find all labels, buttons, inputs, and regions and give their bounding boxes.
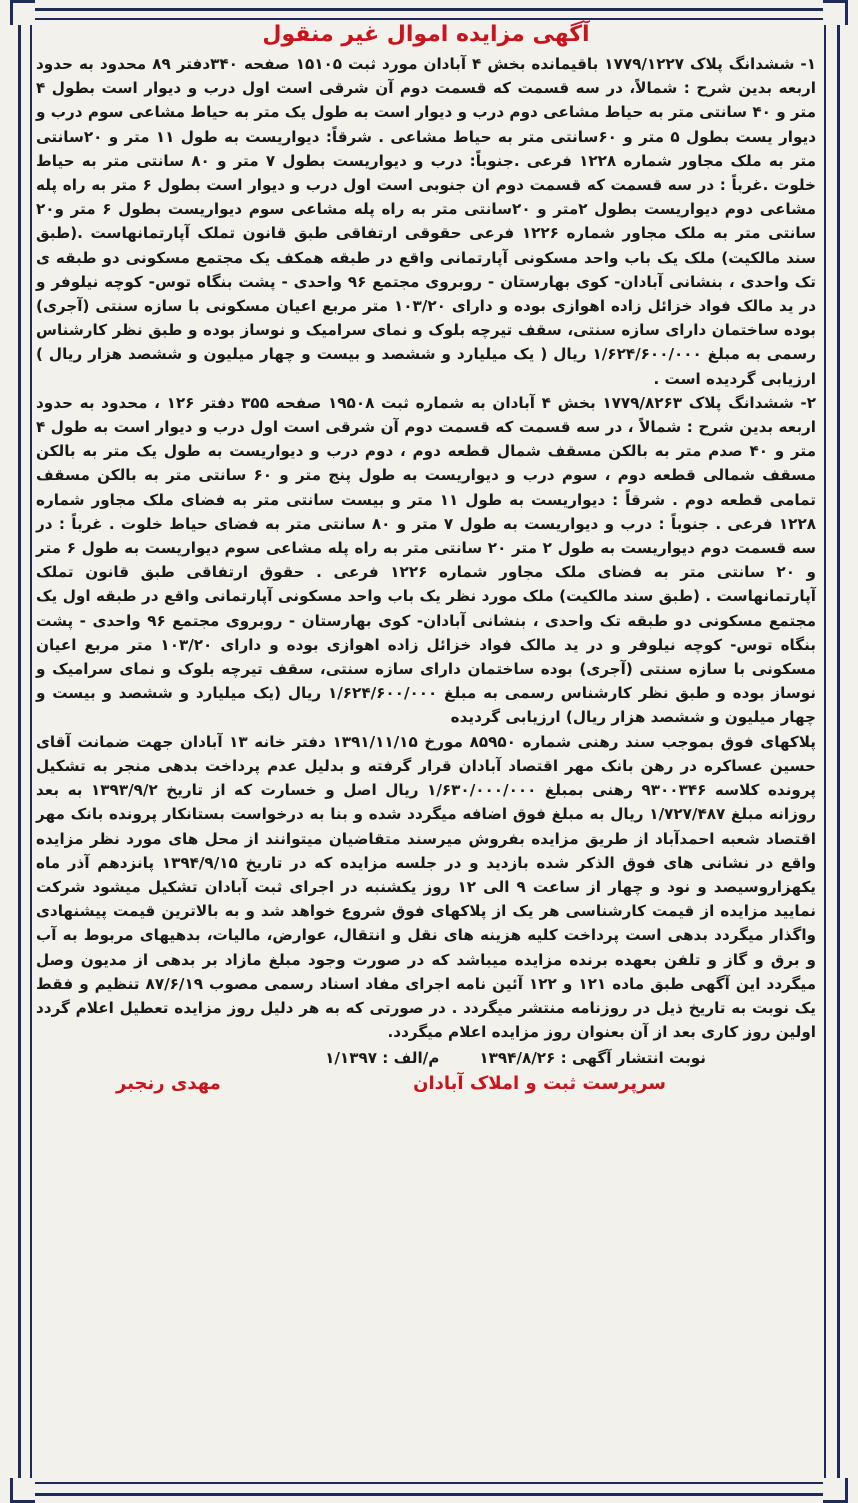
item-1-paragraph: ۱- ششدانگ پلاک ۱۷۷۹/۱۲۲۷ باقیمانده بخش ۴ آبادان مورد ثبت ۱۵۱۰۵ صفحه ۳۴۰دفتر ۸۹ محدود به حدود اربعه بدین شرح : شمالاً، در سه قسمت که قسمت دوم آن شرقی است اول درب و دیوار است بطول ۴ متر و ۴۰ سانتی متر به حیاط مشاعی دوم درب و دیوار است به طول یک متر به حیاط مشاعی سوم درب و دیوار یست بطول ۵ متر و ۶۰سانتی متر به حیاط مشاعی . شرقاً: دیواریست به طول ۱۱ متر و ۲۰سانتی متر به ملک مجاور شماره ۱۲۲۸ فرعی .جنوباً: درب و دیواریست بطول ۷ متر و ۸۰ سانتی متر به حیاط خلوت .غرباً : در سه قسمت که قسمت دوم ان جنوبی است اول درب و دیوار است بطول ۶ متر به راه پله مشاعی دوم دیواریست بطول ۲متر و ۲۰سانتی متر به راه پله مشاعی سوم دیواریست بطول ۶ متر و۲۰ سانتی متر به ملک مجاور شماره ۱۲۲۶ فرعی حقوقی ارتفاقی طبق قانون تملک آپارتمانهاست .(طبق سند مالکیت) ملک یک باب واحد مسکونی آپارتمانی واقع در طبقه همکف یک مجتمع مسکونی دو طبقه ی تک واحدی ، بنشانی آبادان- کوی بهارستان - روبروی مجتمع ۹۶ واحدی - پشت بنگاه توس- کوچه نیلوفر و در ید مالک فواد خزائل زاده اهوازی بوده و دارای ۱۰۳/۲۰ متر مربع اعیان مسکونی با سازه سنتی (آجری) بوده ساختمان دارای سازه سنتی، سقف تیرچه بلوک و نمای سرامیک و نوساز بوده و طبق نظر کارشناس رسمی به مبلغ ۱/۶۲۴/۶۰۰/۰۰۰ ریال ( یک میلیارد و ششصد و بیست و چهار میلیون و ششصد هزار ریال ) ارزیابی گردیده است . [36,55,816,388]
corner-ornament [10,0,35,25]
signer-name: مهدی رنجبر [116,1073,221,1095]
corner-ornament [823,1478,848,1503]
item-2-paragraph: ۲- ششدانگ پلاک ۱۷۷۹/۸۲۶۳ بخش ۴ آبادان به شماره ثبت ۱۹۵۰۸ صفحه ۳۵۵ دفتر ۱۲۶ ، محدود به حدود اربعه بدین شرح : شمالاً ، در سه قسمت که قسمت دوم آن شرقی است اول درب و دیوار است به طول ۴ متر و ۴۰ صدم متر به بالکن مسقف شمال قطعه دوم ، دوم درب و دیواریست به طول یک متر به بالکن مسقف شمالی قطعه دوم ، سوم درب و دیواریست به طول پنج متر و ۶۰ سانتی متر به بالکن مسقف تمامی قطعه دوم . شرقاً : دیواریست به طول ۱۱ متر و بیست سانتی متر به فضای ملک مجاور شماره ۱۲۲۸ فرعی . جنوباً : درب و دیواریست به طول ۷ متر و ۸۰ سانتی متر به فضای حیاط خلوت . غرباً : در سه قسمت دوم دیواریست به طول ۲ متر ۲۰ سانتی متر به راه پله مشاعی سوم دیواریست به طول ۶ متر و ۲۰ سانتی متر به فضای ملک مجاور شماره ۱۲۲۶ فرعی . حقوق ارتفاقی طبق قانون تملک آپارتمانهاست . (طبق سند مالکیت) ملک مورد نظر یک باب واحد مسکونی آپارتمانی واقع در طبقه اول یک مجتمع مسکونی دو طبقه تک واحدی ، بنشانی آبادان- کوی بهارستان - روبروی مجتمع ۹۶ واحدی - پشت بنگاه توس- کوچه نیلوفر و در ید مالک فواد خزائل زاده اهوازی بوده و دارای ۱۰۳/۲۰ متر مربع اعیان مسکونی با سازه سنتی (آجری) بوده ساختمان دارای سازه سنتی، سقف تیرچه بلوک و نمای سرامیک و نوساز بوده و طبق نظر کارشناس رسمی به مبلغ ۱/۶۲۴/۶۰۰/۰۰۰ ریال (یک میلیارد و ششصد و بیست و چهار میلیون و ششصد هزار ریال) ارزیابی گردیده [36,393,817,727]
publish-date: نوبت انتشار آگهی : ۱۳۹۴/۸/۲۶ [479,1049,706,1068]
publication-info [36,1046,816,1070]
corner-ornament [10,1478,35,1503]
auction-terms-paragraph: پلاکهای فوق بموجب سند رهنی شماره ۸۵۹۵۰ مورخ ۱۳۹۱/۱۱/۱۵ دفتر خانه ۱۳ آبادان جهت ضمانت آقای حسین عساکره در رهن بانک مهر اقتصاد آبادان قرار گرفته و بدلیل عدم پرداخت بدهی منجر به تشکیل پرونده کلاسه ۹۳۰۰۳۴۶ رهنی بمبلغ ۱/۶۳۰/۰۰۰/۰۰۰ ریال اصل و خسارت که از تاریخ ۱۳۹۳/۹/۲ به بعد روزانه مبلغ ۱/۷۲۷/۴۸۷ ریال به مبلغ فوق اضافه میگردد شده و بنا به درخواست بستانکار پرونده بانک مهر اقتصاد شعبه احمدآباد از طریق مزایده بفروش میرسند متقاضیان میتوانند از محل های مورد نظر مزایده واقع در نشانی های فوق الذکر شده بازدید و در جلسه مزایده که در تاریخ ۱۳۹۴/۹/۱۵ پانزدهم آذر ماه یکهزاروسیصد و نود و چهار از ساعت ۹ الی ۱۲ روز یکشنبه در اجرای ثبت آبادان تشکیل میشود شرکت نمایید مزایده از قیمت کارشناسی هر یک از پلاکهای فوق شروع خواهد شد و به بالاترین قیمت پیشنهادی واگذار میگردد بدهی است پرداخت کلیه هزینه های نقل و انتقال، عوارض، مالیات، بدهیهای مربوط به آب و برق و گاز و تلفن بعهده برنده مزایده میباشد که در صورت وجود مبلغ مازاد بر بدهی از مدیون وصل میگردد این آگهی طبق ماده ۱۲۱ و ۱۲۲ آئین نامه اجرای مفاد اسناد رسمی مصوب ۸۷/۶/۱۹ تنظیم و فقط یک نوبت به تاریخ ذیل در روزنامه منتشر میگردد . در صورتی که به هر دلیل روز مزایده تعطیل اعلام گردد اولین روز کاری بعد از آن بعنوان روز مزایده اعلام میگردد. [36,732,817,1042]
signer-title: سرپرست ثبت و املاک آبادان [413,1073,666,1095]
corner-ornament [823,0,848,25]
reference-code: م/الف : ۱/۱۳۹۷ [325,1049,440,1068]
notice-content [36,20,816,1470]
signature-block [36,1070,816,1098]
notice-title: آگهی مزایده اموال غیر منقول [262,22,590,47]
